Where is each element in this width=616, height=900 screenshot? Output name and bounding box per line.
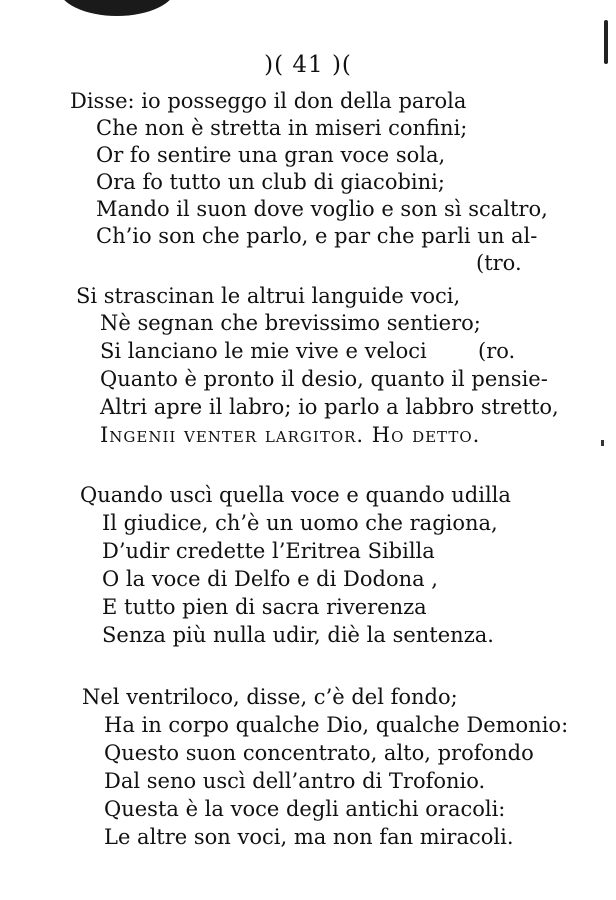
verse-line: Disse: io posseggo il don della parola: [70, 89, 467, 113]
verse-line: Che non è stretta in miseri confini;: [96, 116, 468, 140]
verse-line: O la voce di Delfo e di Dodona ,: [102, 567, 438, 591]
verse-line: D’udir credette l’Eritrea Sibilla: [102, 539, 435, 563]
verse-line: Questo suon concentrato, alto, profondo: [104, 741, 534, 765]
verse-line: Questa è la voce degli antichi oracoli:: [104, 797, 506, 821]
scan-edge-shadow: [58, 0, 176, 16]
runover-text: (tro.: [476, 251, 522, 275]
verse-line: Senza più nulla udir, diè la sentenza.: [102, 623, 494, 647]
runover-text: (ro.: [478, 339, 516, 363]
verse-line: Quanto è pronto il desio, quanto il pensie-: [100, 367, 548, 391]
verse-line: Ch’io son che parlo, e par che parli un al-: [96, 224, 538, 248]
verse-line: Nè segnan che brevissimo sentiero;: [100, 311, 481, 335]
verse-line: Ha in corpo qualche Dio, qualche Demonio:: [104, 713, 569, 737]
scan-edge-dot: [601, 440, 604, 446]
verse-line: Altri apre il labro; io parlo a labbro stretto,: [100, 395, 559, 419]
verse-line: Le altre son voci, ma non fan miracoli.: [104, 825, 514, 849]
verse-line: Quando uscì quella voce e quando udilla: [80, 483, 511, 507]
verse-line: Nel ventriloco, disse, c’è del fondo;: [82, 685, 458, 709]
verse-line-latin: Ingenii venter largitor. Ho detto.: [100, 423, 481, 447]
verse-line: Il giudice, ch’è un uomo che ragiona,: [102, 511, 498, 535]
verse-line: Or fo sentire una gran voce sola,: [96, 143, 446, 167]
page-number: )( 41 )(: [264, 52, 352, 78]
verse-line: Ora fo tutto un club di giacobini;: [96, 170, 445, 194]
verse-line: E tutto pien di sacra riverenza: [102, 595, 427, 619]
verse-line: Mando il suon dove voglio e son sì scaltro,: [96, 197, 548, 221]
verse-line: Si lanciano le mie vive e veloci: [100, 339, 427, 363]
verse-line: Dal seno uscì dell’antro di Trofonio.: [104, 769, 486, 793]
verse-line: Si strascinan le altrui languide voci,: [76, 284, 461, 308]
